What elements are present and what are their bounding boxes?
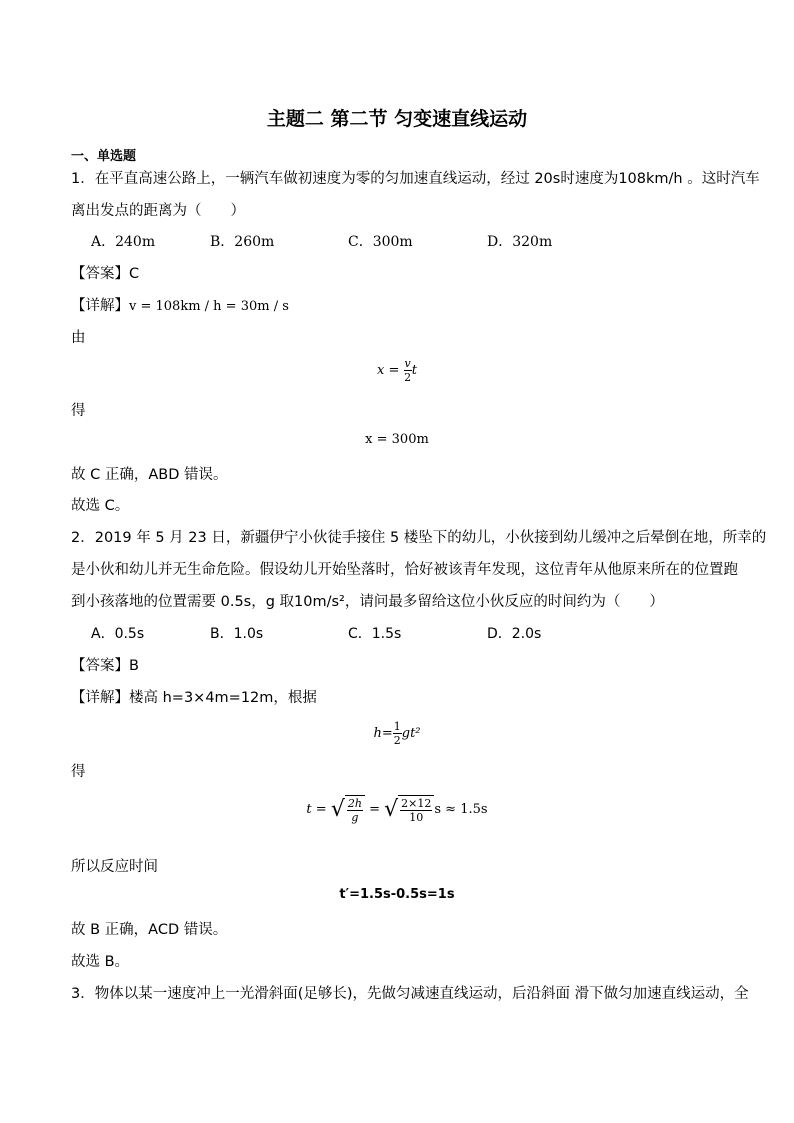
q2-eq2-sqrt2: √ $\frac{2\times 12}{10}$: [384, 795, 434, 824]
q2-option-c: C．1.5s: [348, 626, 402, 642]
q1-de: 得: [71, 403, 86, 419]
q1-eq1-fraction: [404, 357, 412, 384]
q1-eq1-t: t: [411, 363, 417, 378]
q2-eq2-den1: g: [351, 811, 359, 824]
q2-eq1-denominator: 2: [393, 734, 401, 747]
q1-detail-label: 【详解】: [71, 298, 129, 314]
q3-stem-line1: 3．物体以某一速度冲上一光滑斜面(足够长)，先做匀减速直线运动，后沿斜面 滑下做匀加速直线运动，全: [71, 986, 749, 1002]
q1-detail: [71, 294, 289, 315]
q2-eq2-right: s ≈ 1.5s: [434, 802, 488, 817]
q2-eq2-sqrt1: √ $\frac{2h}{g}$: [331, 795, 365, 824]
q2-eq1-fraction: [393, 720, 402, 747]
q2-answer: 【答案】B: [71, 658, 139, 674]
q1-eq1-left: x =: [377, 363, 400, 378]
q1-equation-1: [0, 357, 794, 384]
q1-option-b: B．260m: [210, 234, 275, 250]
q2-equation-3: t′=1.5s-0.5s=1s: [339, 887, 455, 902]
q2-stem-line2: 是小伙和幼儿并无生命危险。假设幼儿开始坠落时，恰好被该青年发现，这位青年从他原来所在的位置跑: [71, 562, 738, 578]
q2-equation-1: [0, 720, 794, 747]
q1-answer: 【答案】C: [71, 266, 140, 282]
q2-option-d: D．2.0s: [487, 626, 542, 642]
q2-eq1-left: h=: [373, 726, 393, 741]
q2-eq2-fraction1: [347, 797, 363, 824]
q2-eq1-right: gt²: [401, 726, 421, 741]
q1-option-d: D．320m: [487, 234, 553, 250]
q2-stem-line1: 2．2019 年 5 月 23 日，新疆伊宁小伙徒手接住 5 楼坠下的幼儿，小伙接到幼儿缓冲之后晕倒在地，所幸的: [71, 530, 767, 546]
q1-eq1-denominator: 2: [404, 371, 412, 384]
q2-eq2-left: t =: [306, 802, 327, 817]
q1-you: 由: [71, 330, 86, 346]
q1-option-a: A．240m: [91, 234, 156, 250]
q2-choose: 故选 B。: [71, 954, 130, 970]
q2-eq1-numerator: 1: [393, 720, 401, 733]
q1-eq1-numerator: v: [404, 357, 411, 370]
page-title: 主题二 第二节 匀变速直线运动: [266, 108, 528, 130]
q2-conclusion: 故 B 正确，ACD 错误。: [71, 922, 228, 938]
q2-so: 所以反应时间: [71, 859, 158, 875]
q1-equation-2: x = 300m: [365, 432, 429, 447]
q1-conclusion: 故 C 正确，ABD 错误。: [71, 467, 228, 483]
q1-detail-formula: v = 108km / h = 30m / s: [129, 299, 289, 314]
q2-option-a: A．0.5s: [91, 626, 145, 642]
section-heading: 一、单选题: [71, 149, 137, 164]
q1-option-c: C．300m: [348, 234, 413, 250]
q1-stem-line1: 1．在平直高速公路上，一辆汽车做初速度为零的匀加速直线运动，经过 20s时速度为108km/h 。这时汽车: [71, 171, 760, 187]
q2-detail: 【详解】楼高 h=3×4m=12m，根据: [71, 690, 317, 706]
q1-choose: 故选 C。: [71, 498, 130, 514]
q2-eq2-den2: 10: [409, 811, 424, 824]
q2-de: 得: [71, 764, 86, 780]
q2-stem-line3: 到小孩落地的位置需要 0.5s，g 取10m/s²，请问最多留给这位小伙反应的时间约为（ ）: [71, 594, 664, 610]
q2-eq2-fraction2: [400, 797, 432, 824]
q2-eq2-mid: =: [369, 802, 380, 817]
q2-equation-2: [0, 795, 794, 824]
q2-eq2-num1: 2h: [347, 797, 362, 810]
q2-eq2-num2: 2×12: [401, 797, 432, 810]
q1-stem-line2: 离出发点的距离为（ ）: [71, 203, 245, 219]
q2-option-b: B．1.0s: [210, 626, 264, 642]
